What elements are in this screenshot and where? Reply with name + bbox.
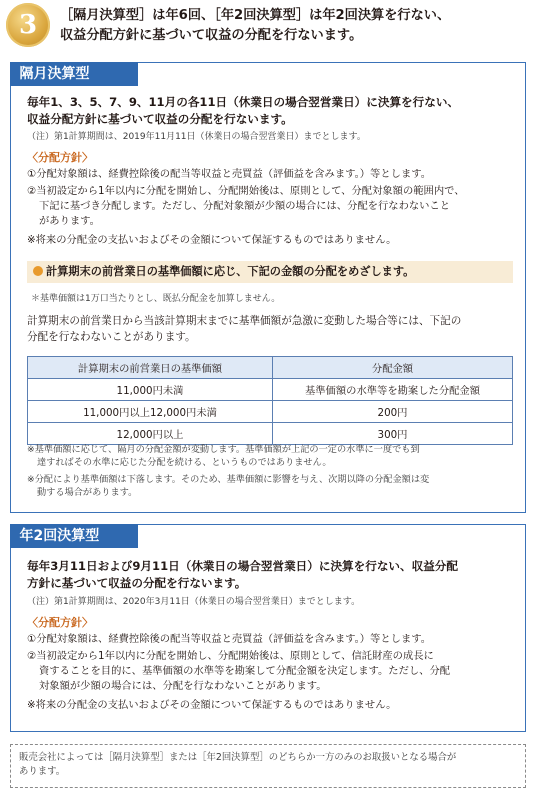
lead-line: 収益分配方針に基づいて収益の分配を行ないます。	[27, 112, 293, 126]
bimonthly-policy-heading: 〈分配方針〉	[27, 151, 93, 164]
lead-line: 毎年3月11日および9月11日（休業日の場合翌営業日）に決算を行ない、収益分配	[27, 559, 458, 573]
semiannual-lead	[27, 558, 513, 592]
table-cell: 11,000円以上12,000円未満	[28, 401, 273, 423]
semiannual-panel	[10, 524, 526, 732]
policy-line: があります。	[39, 215, 100, 227]
distributor-note	[19, 751, 517, 779]
footer-line: あります。	[19, 766, 66, 777]
policy-line: ②当初設定から1年以内に分配を開始し、分配開始後は、原則として、分配対象額の範囲内で、	[27, 185, 465, 197]
table-cell: 300円	[273, 423, 513, 445]
semiannual-policy-2	[27, 649, 519, 694]
section-header	[0, 0, 536, 54]
section-number-badge: 3	[6, 3, 50, 47]
semiannual-title: 年2回決算型	[10, 524, 138, 548]
table-row	[28, 379, 513, 401]
heading-line-2: 収益分配方針に基づいて収益の分配を行ないます。	[60, 28, 363, 43]
change-line: 計算期末の前営業日から当該計算期末までに基準価額が急激に変動した場合等には、下記の	[27, 315, 462, 327]
goal-text: 計算期末の前営業日の基準価額に応じ、下記の金額の分配をめざします。	[46, 265, 415, 278]
semiannual-policy-1: ①分配対象額は、経費控除後の配当等収益と売買益（評価益を含みます。）等とします。	[27, 633, 432, 645]
lead-line: 毎年1、3、5、7、9、11月の各11日（休業日の場合翌営業日）に決算を行ない、	[27, 95, 460, 109]
table-cell: 11,000円未満	[28, 379, 273, 401]
policy-line: ②当初設定から1年以内に分配を開始し、分配開始後は、原則として、信託財産の成長に	[27, 650, 434, 662]
bimonthly-lead	[27, 94, 513, 128]
policy-line: 下記に基づき分配します。ただし、分配対象額が少額の場合には、分配を行なわないこと	[39, 200, 451, 212]
distribution-goal	[27, 261, 513, 283]
bimonthly-policy-1: ①分配対象額は、経費控除後の配当等収益と売買益（評価益を含みます。）等とします。	[27, 168, 432, 180]
footer-line: 販売会社によっては［隔月決算型］または［年2回決算型］のどちらか一方のみのお取扱いとなる場合が	[19, 752, 457, 763]
bimonthly-panel	[10, 62, 526, 513]
bimonthly-footnote-1	[27, 443, 517, 469]
table-header-cell: 計算期末の前営業日の基準価額	[28, 357, 273, 379]
footnote-line: ※分配により基準価額は下落します。そのため、基準価額に影響を与え、次期以降の分配金額は変	[27, 474, 430, 485]
bimonthly-policy-2	[27, 184, 519, 229]
footnote-line: ※基準価額に応じて、隔月の分配金額が変動します。基準価額が上記の一定の水準に一度でも到	[27, 444, 420, 455]
bimonthly-title: 隔月決算型	[10, 62, 138, 86]
heading-line-1: ［隔月決算型］は年6回、［年2回決算型］は年2回決算を行ない、	[60, 8, 451, 23]
distribution-table	[27, 356, 513, 445]
policy-line: 対象額が少額の場合には、分配を行なわないことがあります。	[39, 680, 327, 692]
footnote-line: 動する場合があります。	[37, 487, 138, 498]
change-condition	[27, 313, 519, 345]
table-cell: 200円	[273, 401, 513, 423]
bimonthly-policy-3: ※将来の分配金の支払いおよびその金額について保証するものではありません。	[27, 234, 397, 246]
semiannual-period-note: （注）第1計算期間は、2020年3月11日（休業日の場合翌営業日）までとします。	[27, 597, 361, 607]
table-header-row	[28, 357, 513, 379]
table-row	[28, 423, 513, 445]
section-heading	[60, 6, 530, 46]
lead-line: 方針に基づいて収益の分配を行ないます。	[27, 576, 247, 590]
policy-line: 資することを目的に、基準価額の水準等を勘案して分配金額を決定します。ただし、分配	[39, 665, 451, 677]
table-row	[28, 401, 513, 423]
footnote-line: 達すればその水準に応じた分配を続ける、というものではありません。	[37, 457, 332, 468]
bullet-dot-icon	[33, 266, 43, 276]
goal-note: ＊基準価額は1万口当たりとし、既払分配金を加算しません。	[31, 294, 281, 304]
bimonthly-period-note: （注）第1計算期間は、2019年11月11日（休業日の場合翌営業日）までとします。	[27, 132, 366, 142]
table-cell: 基準価額の水準等を勘案した分配金額	[273, 379, 513, 401]
change-line: 分配を行なわないことがあります。	[27, 331, 196, 343]
semiannual-policy-3: ※将来の分配金の支払いおよびその金額について保証するものではありません。	[27, 699, 397, 711]
bimonthly-footnote-2	[27, 473, 517, 499]
table-cell: 12,000円以上	[28, 423, 273, 445]
semiannual-policy-heading: 〈分配方針〉	[27, 616, 93, 629]
distributor-note-box	[10, 744, 526, 788]
table-header-cell: 分配金額	[273, 357, 513, 379]
